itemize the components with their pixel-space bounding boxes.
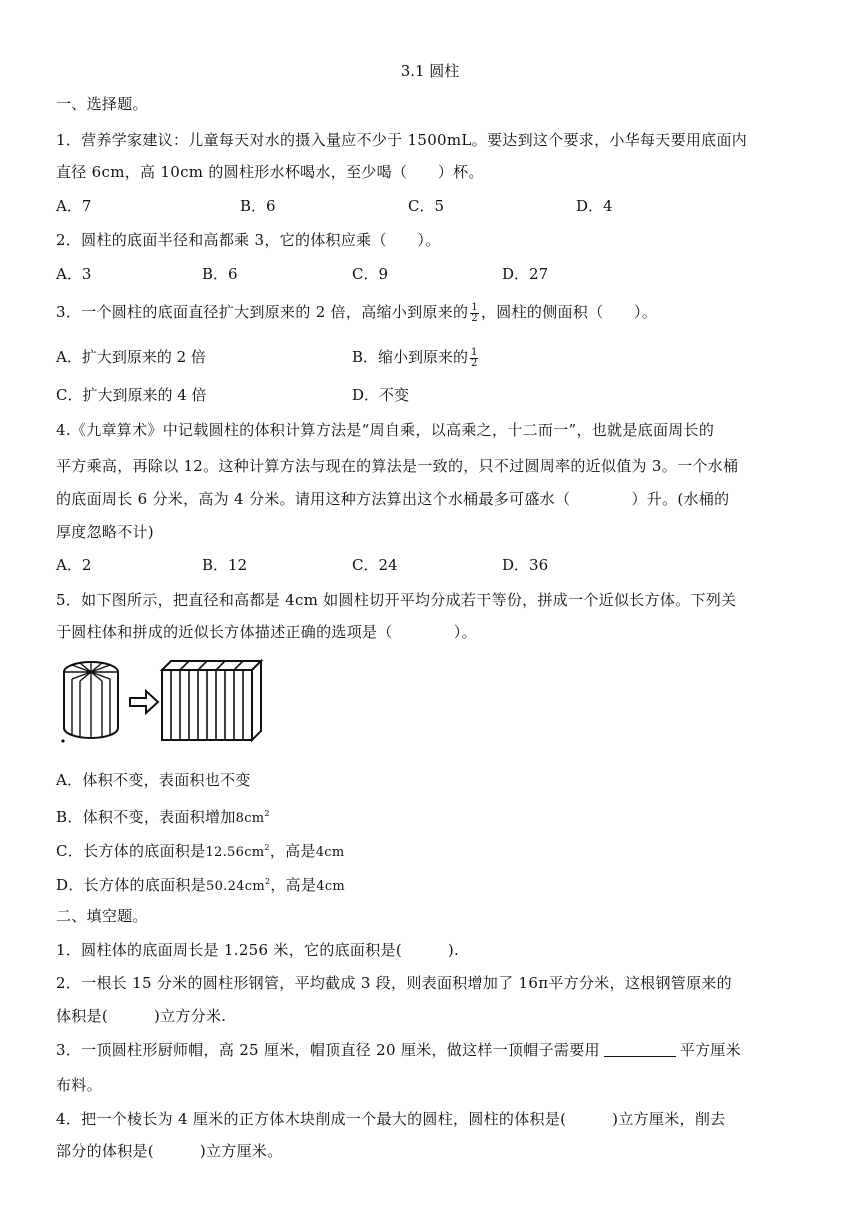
q1-line2: 直径 6cm，高 10cm 的圆柱形水杯喝水，至少喝（ ）杯。	[56, 163, 484, 181]
q5-line2: 于圆柱体和拼成的近似长方体描述正确的选项是（ ）。	[56, 623, 477, 641]
q1-line1: 1．营养学家建议：儿童每天对水的摄入量应不少于 1500mL。要达到这个要求，小华每天要用底面内	[56, 131, 748, 149]
q3-line1	[56, 302, 657, 324]
q5-option-c-text: C．长方体的底面积是	[56, 842, 206, 860]
q3-fraction	[470, 303, 479, 324]
f3-line2: 布料。	[56, 1076, 102, 1094]
section-heading-choice: 一、选择题。	[56, 95, 148, 113]
cylinder-to-cuboid-figure	[58, 656, 268, 748]
q5-option-c-mid: ，高是	[269, 842, 316, 860]
q3-text-post: ，圆柱的侧面积（ ）。	[481, 303, 658, 321]
f3-answer-blank[interactable]	[604, 1041, 676, 1057]
f2-line2: 体积是( )立方分米.	[56, 1007, 227, 1025]
q4-option-b: B．12	[202, 556, 248, 574]
q5-option-d	[56, 872, 345, 897]
sliced-cylinder-image	[64, 662, 118, 738]
q4-line3: 的底面周长 6 分米，高为 4 分米。请用这种方法算出这个水桶最多可盛水（ ）升。(水桶的	[56, 490, 730, 508]
q2-line1: 2．圆柱的底面半径和高都乘 3，它的体积应乘（ ）。	[56, 231, 441, 249]
q5-option-b-text: B．体积不变，表面积增加	[56, 808, 236, 826]
q3-option-d: D．不变	[352, 386, 410, 404]
q3-fraction-numerator: 1	[471, 301, 478, 313]
q5-option-b-exponent: 2	[264, 809, 270, 818]
q5-line1: 5．如下图所示，把直径和高都是 4cm 如圆柱切开平均分成若干等份，拼成一个近似长方体。下列关	[56, 591, 737, 609]
section-heading-fill: 二、填空题。	[56, 907, 148, 925]
f3-line1	[56, 1040, 741, 1060]
q5-option-b	[56, 804, 270, 829]
q1-option-a: A．7	[56, 197, 92, 215]
q4-line4: 厚度忽略不计)	[56, 523, 154, 541]
q2-option-c: C．9	[352, 265, 389, 283]
q5-option-d-mid: ，高是	[270, 876, 317, 894]
q5-option-c-value: 12.56cm	[205, 845, 265, 860]
cuboid-strips-image	[162, 661, 261, 740]
right-arrow-icon	[130, 691, 158, 713]
q4-line1: 4.《九章算术》中记载圆柱的体积计算方法是“周自乘，以高乘之，十二而一”，也就是底面周长的	[56, 421, 715, 439]
f3-text-pre: 3．一顶圆柱形厨师帽，高 25 厘米，帽顶直径 20 厘米，做这样一顶帽子需要用	[56, 1041, 600, 1059]
q4-option-c: C．24	[352, 556, 398, 574]
q1-option-b: B．6	[240, 197, 276, 215]
f3-text-post: 平方厘米	[679, 1041, 741, 1059]
f1-line1: 1．圆柱体的底面周长是 1.256 米，它的底面积是( ).	[56, 941, 460, 959]
q5-option-d-height: 4cm	[316, 879, 346, 894]
q5-option-c-height: 4cm	[315, 845, 345, 860]
q2-option-b: B．6	[202, 265, 238, 283]
q3-text-pre: 3．一个圆柱的底面直径扩大到原来的 2 倍，高缩小到原来的	[56, 303, 469, 321]
q5-option-b-value: 8cm	[235, 811, 265, 826]
q1-option-d: D．4	[576, 197, 613, 215]
q5-option-d-value: 50.24cm	[206, 879, 265, 894]
q1-option-c: C．5	[408, 197, 445, 215]
f4-line2: 部分的体积是( )立方厘米。	[56, 1142, 283, 1160]
q5-option-d-exponent: 2	[264, 877, 271, 886]
q4-option-d: D．36	[502, 556, 549, 574]
q3-option-a: A．扩大到原来的 2 倍	[56, 348, 206, 366]
q3-option-b-denominator: 2	[471, 357, 478, 369]
page-title: 3.1 圆柱	[400, 62, 460, 80]
f2-line1: 2．一根长 15 分米的圆柱形钢管，平均截成 3 段，则表面积增加了 16π平方分米，这根钢管原来的	[56, 974, 732, 992]
q3-option-b	[352, 347, 480, 369]
f4-line1: 4．把一个棱长为 4 厘米的正方体木块削成一个最大的圆柱，圆柱的体积是( )立方厘米，削去	[56, 1110, 726, 1128]
q3-option-b-fraction	[470, 348, 478, 369]
q2-option-d: D．27	[502, 265, 549, 283]
q4-line2: 平方乘高，再除以 12。这种计算方法与现在的算法是一致的，只不过圆周率的近似值为 3。一个水桶	[56, 457, 739, 475]
q4-option-a: A．2	[56, 556, 92, 574]
q5-option-a: A．体积不变，表面积也不变	[56, 771, 251, 789]
q3-fraction-denominator: 2	[471, 312, 478, 324]
q5-option-c-exponent: 2	[264, 843, 270, 852]
q3-option-b-numerator: 1	[471, 346, 478, 358]
q3-option-c: C．扩大到原来的 4 倍	[56, 386, 207, 404]
q3-option-b-text: B．缩小到原来的	[352, 348, 469, 366]
dot-mark	[61, 739, 64, 742]
q5-option-c	[56, 838, 345, 863]
q5-option-d-text: D．长方体的底面积是	[56, 876, 207, 894]
q2-option-a: A．3	[56, 265, 92, 283]
